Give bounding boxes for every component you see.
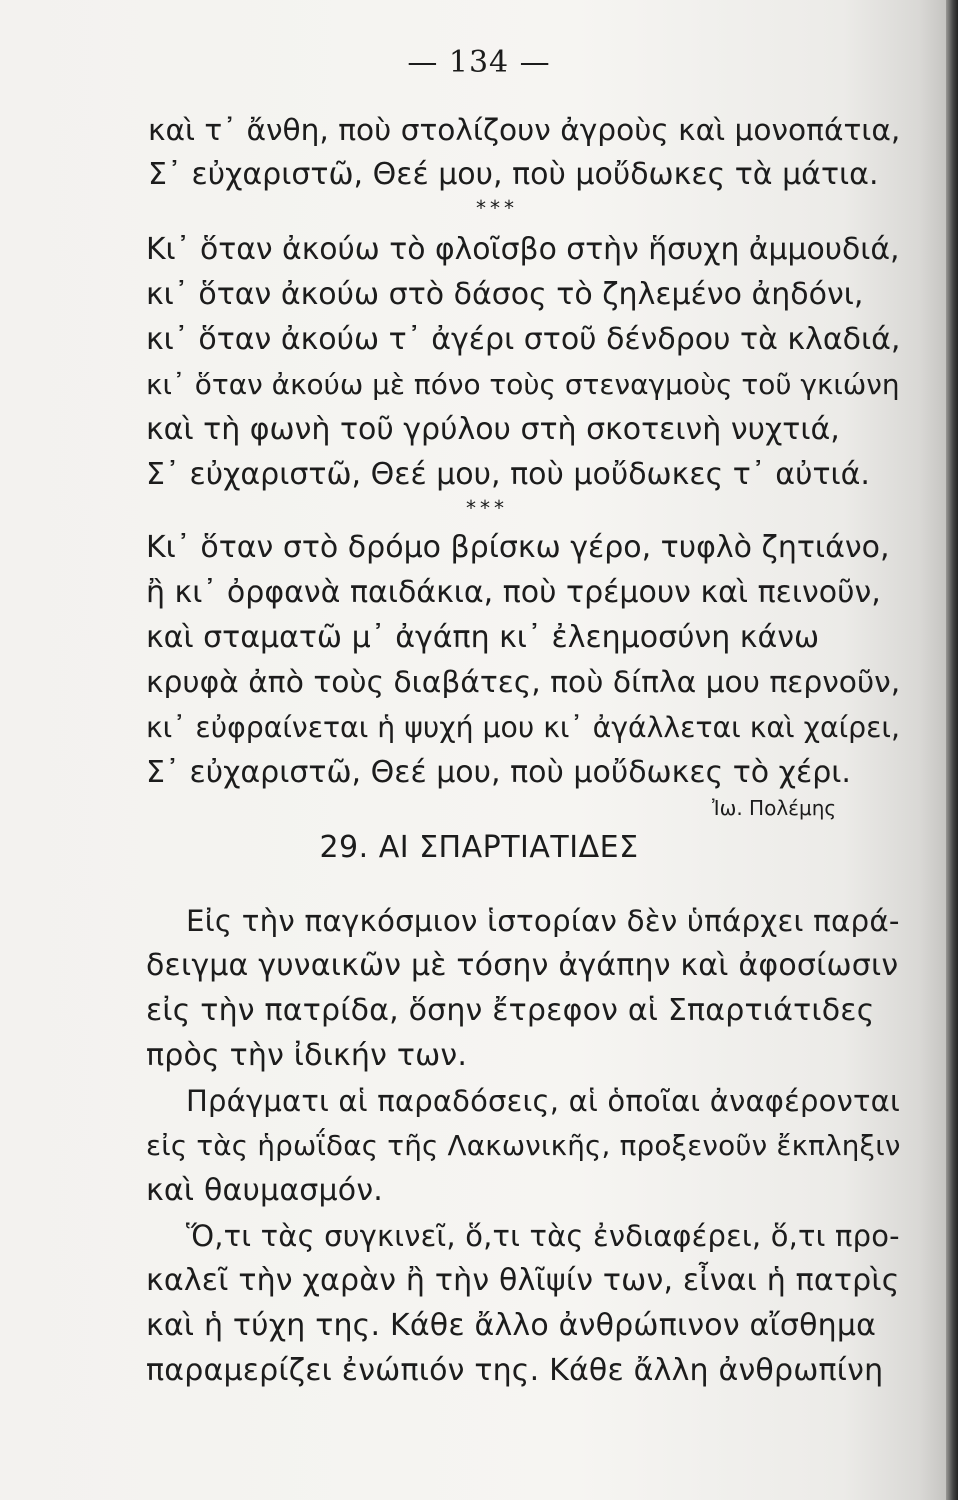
- paragraph-line: Πράγματι αἱ παραδόσεις, αἱ ὁποῖαι ἀναφέρονται: [186, 1084, 901, 1118]
- poem-line: καὶ τὴ φωνὴ τοῦ γρύλου στὴ σκοτεινὴ νυχτιά,: [146, 412, 840, 447]
- paragraph-line: εἰς τὰς ἡρωΐδας τῆς Λακωνικῆς, προξενοῦν ἔκπληξιν: [146, 1129, 901, 1162]
- paragraph-line: καὶ ἡ τύχη της. Κάθε ἄλλο ἀνθρώπινον αἴσθημα: [146, 1308, 877, 1343]
- poem-line: κι᾽ ὅταν ἀκούω στὸ δάσος τὸ ζηλεμένο ἀηδόνι,: [146, 277, 864, 312]
- paragraph-line: Εἰς τὴν παγκόσμιον ἱστορίαν δὲν ὑπάρχει παρά-: [186, 904, 900, 938]
- paragraph-line: καλεῖ τὴν χαρὰν ἢ τὴν θλῖψίν των, εἶναι ἡ πατρὶς: [146, 1263, 900, 1298]
- poem-line: καὶ σταματῶ μ᾽ ἀγάπη κι᾽ ἐλεημοσύνη κάνω: [146, 620, 820, 655]
- poem-line: κι᾽ ὅταν ἀκούω μὲ πόνο τοὺς στεναγμοὺς τοῦ γκιώνη: [146, 368, 900, 401]
- poem-line: κρυφὰ ἀπὸ τοὺς διαβάτες, ποὺ δίπλα μου περνοῦν,: [146, 665, 901, 700]
- paragraph-line: παραμερίζει ἐνώπιόν της. Κάθε ἄλλη ἀνθρωπίνη: [146, 1353, 884, 1388]
- page-number: — 134 —: [407, 45, 551, 80]
- poem-line: Σ᾽ εὐχαριστῶ, Θεέ μου, ποὺ μοὔδωκες τὸ χέρι.: [146, 755, 851, 790]
- paragraph-line: εἰς τὴν πατρίδα, ὅσην ἔτρεφον αἱ Σπαρτιάτιδες: [146, 993, 875, 1028]
- paragraph-line: καὶ θαυμασμόν.: [146, 1173, 384, 1208]
- poem-line: καὶ τ᾽ ἄνθη, ποὺ στολίζουν ἀγροὺς καὶ μονοπάτια,: [148, 113, 901, 147]
- poem-line: Σ᾽ εὐχαριστῶ, Θεέ μου, ποὺ μοὔδωκες τ᾽ αὐτιά.: [146, 457, 870, 492]
- paragraph-line: Ὅ,τι τὰς συγκινεῖ, ὅ,τι τὰς ἐνδιαφέρει, ὅ,τι προ-: [186, 1219, 900, 1253]
- poem-author: Ἰω. Πολέμης: [712, 796, 837, 820]
- poem-line: κι᾽ εὐφραίνεται ἡ ψυχή μου κι᾽ ἀγάλλεται καὶ χαίρει,: [146, 711, 900, 744]
- poem-line: Σ᾽ εὐχαριστῶ, Θεέ μου, ποὺ μοὔδωκες τὰ μάτια.: [148, 157, 879, 192]
- poem-line: ἢ κι᾽ ὀρφανὰ παιδάκια, ποὺ τρέμουν καὶ πεινοῦν,: [146, 575, 881, 610]
- poem-line: κι᾽ ὅταν ἀκούω τ᾽ ἀγέρι στοῦ δένδρου τὰ κλαδιά,: [146, 322, 901, 357]
- stanza-separator: * * *: [466, 496, 504, 520]
- section-heading: 29. ΑΙ ΣΠΑΡΤΙΑΤΙΔΕΣ: [319, 830, 639, 865]
- poem-line: Κι᾽ ὅταν στὸ δρόμο βρίσκω γέρο, τυφλὸ ζητιάνο,: [146, 530, 890, 565]
- paragraph-line: πρὸς τὴν ἰδικήν των.: [146, 1038, 468, 1073]
- paragraph-line: δειγμα γυναικῶν μὲ τόσην ἀγάπην καὶ ἀφοσίωσιν: [146, 948, 899, 983]
- poem-line: Κι᾽ ὅταν ἀκούω τὸ φλοῖσβο στὴν ἥσυχη ἀμμουδιά,: [146, 232, 900, 267]
- book-spine-shadow: [946, 0, 958, 1500]
- stanza-separator: * * *: [476, 196, 514, 220]
